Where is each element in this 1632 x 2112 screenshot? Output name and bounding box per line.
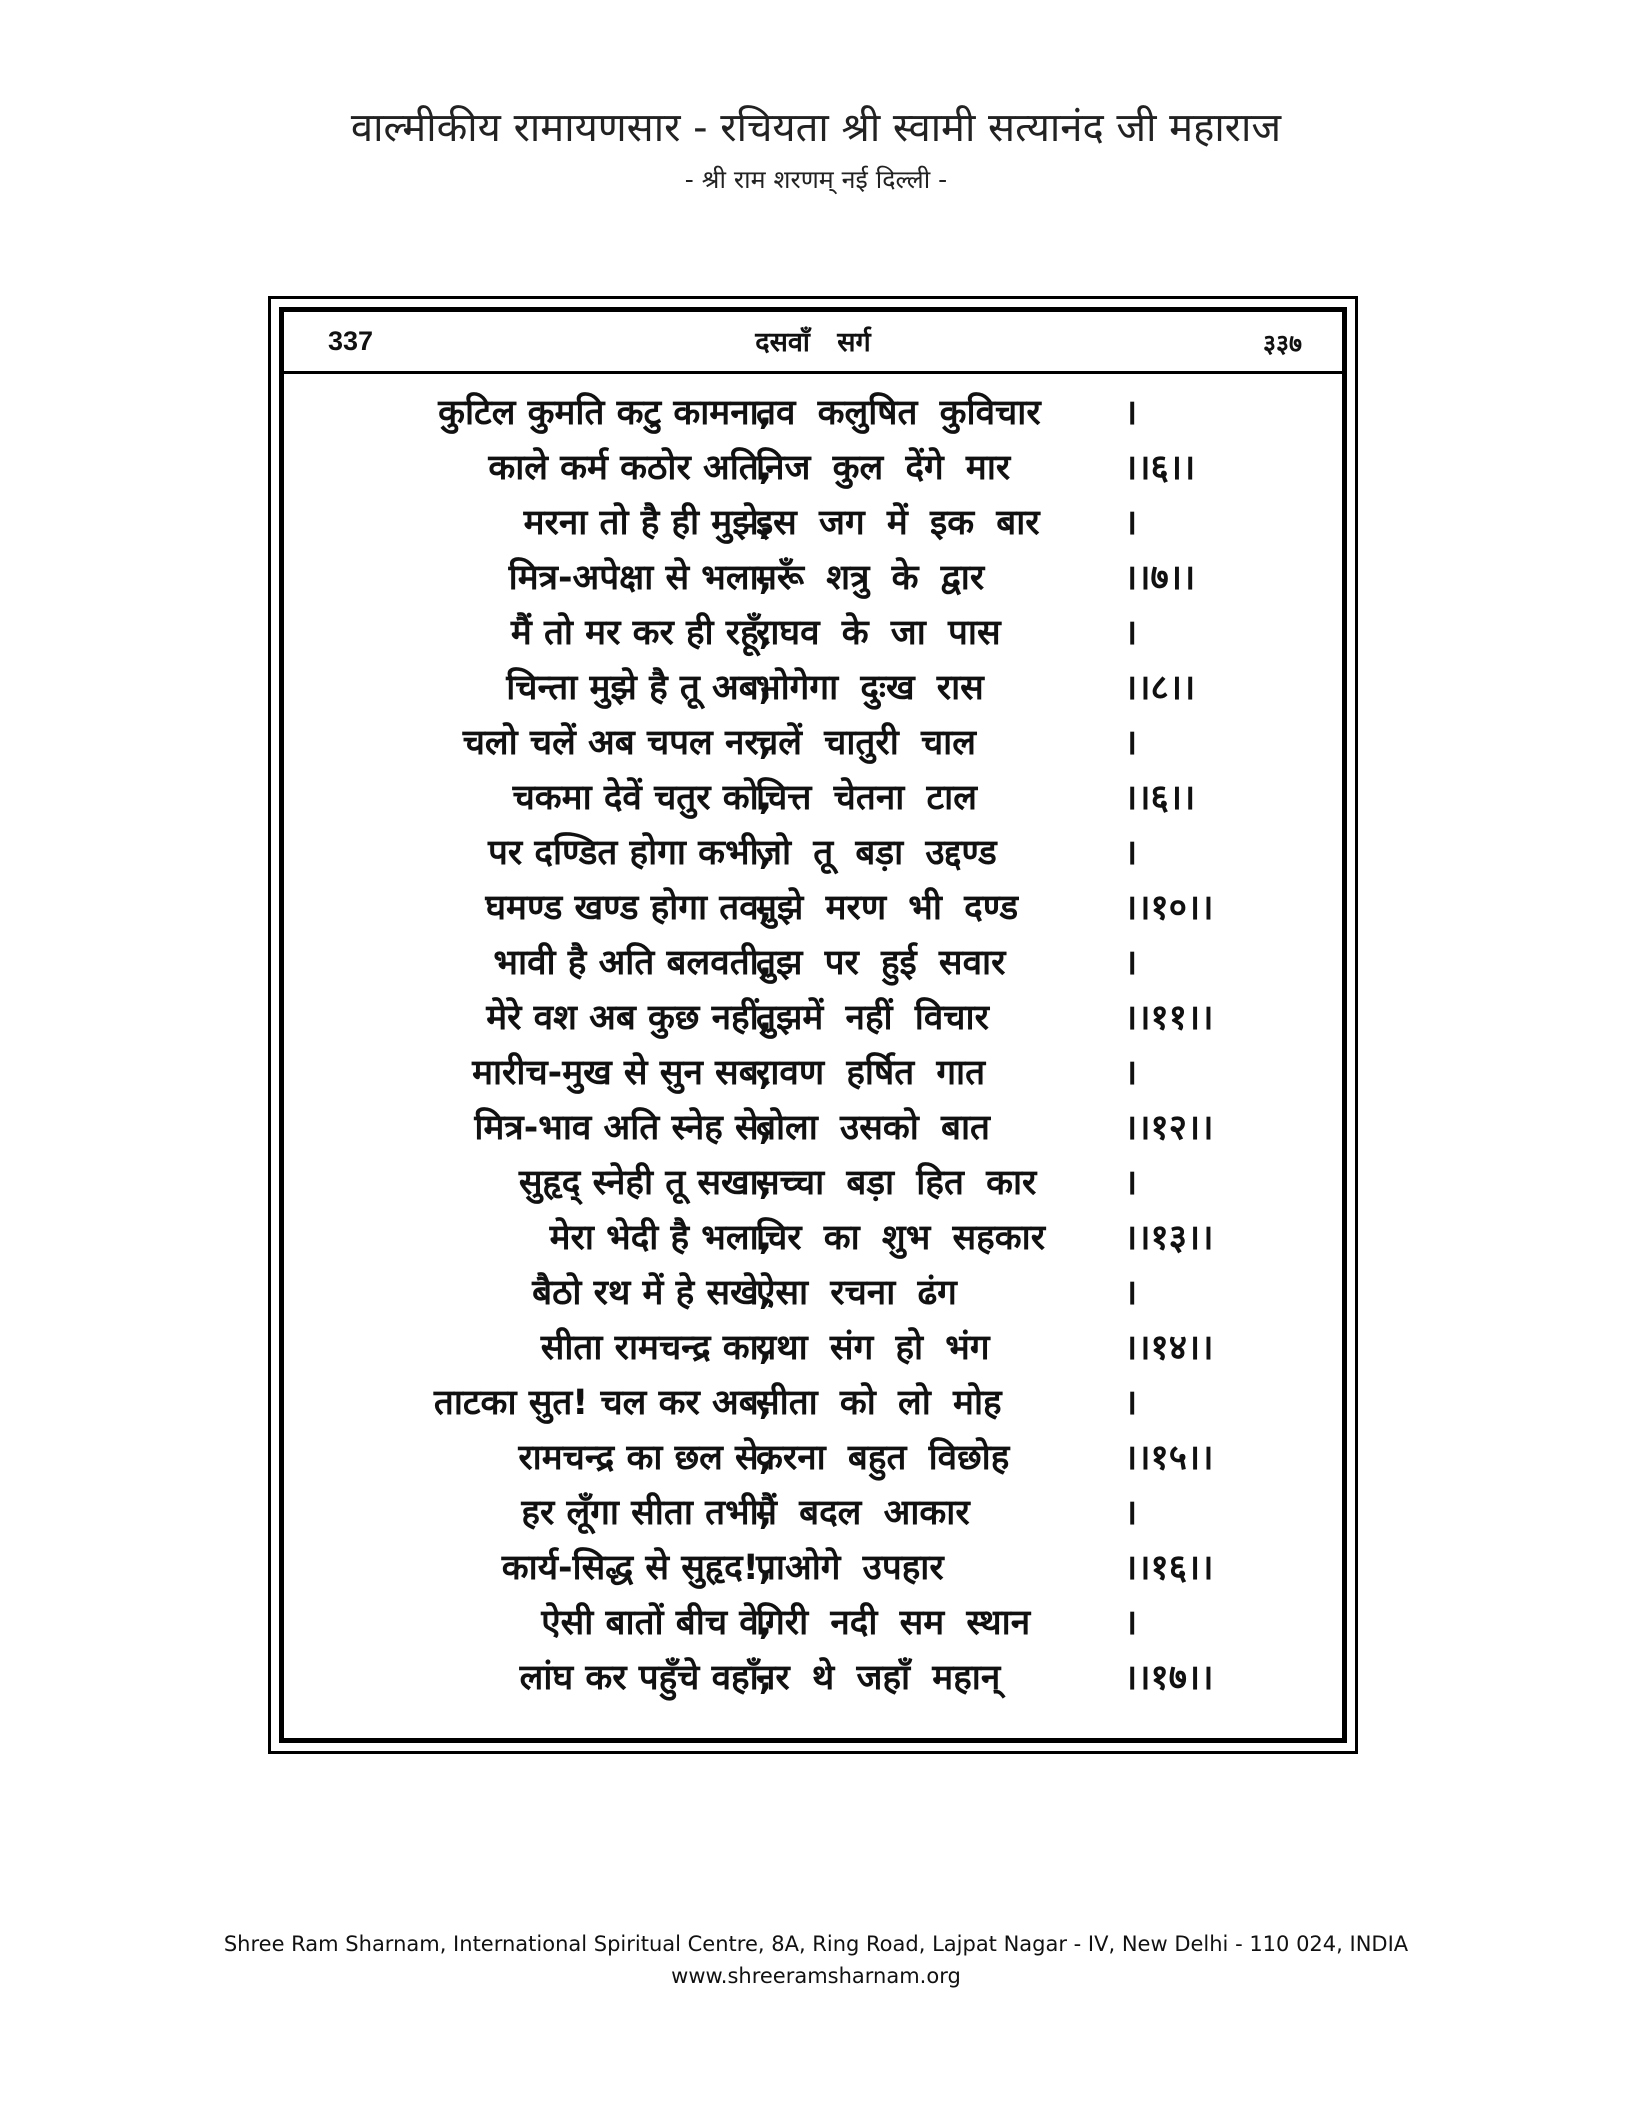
verse-number: ।।१६।। — [1124, 1548, 1214, 1588]
verse-second-half: चित्त चेतना टाल — [756, 778, 977, 818]
frame-header — [284, 312, 1342, 374]
verse-second-half: रावण हर्षित गात — [756, 1053, 986, 1093]
verse-line — [284, 1486, 1342, 1541]
verse-first-half: पर दण्डित होगा कभी, — [488, 833, 772, 873]
verse-number: । — [1124, 393, 1138, 433]
verse-first-half: कुटिल कुमति कटु कामना, — [438, 393, 772, 433]
verse-number: ।।७।। — [1124, 558, 1196, 598]
page-number-devanagari: ३३७ — [1262, 329, 1302, 358]
verse-second-half: इस जग में इक बार — [756, 503, 1040, 543]
verse-line — [284, 441, 1342, 496]
verse-number: ।।१२।। — [1124, 1108, 1214, 1148]
page-footer — [0, 1928, 1632, 1992]
verse-line — [284, 386, 1342, 441]
verse-first-half: भावी है अति बलवती, — [493, 943, 772, 983]
verse-line — [284, 1266, 1342, 1321]
verse-number: ।।१४।। — [1124, 1328, 1214, 1368]
verse-number: । — [1124, 1383, 1138, 1423]
verse-number: ।।१५।। — [1124, 1438, 1214, 1478]
verse-first-half: घमण्ड खण्ड होगा तव, — [485, 888, 772, 928]
verse-number: । — [1124, 1163, 1138, 1203]
verse-line — [284, 1156, 1342, 1211]
verse-second-half: निज कुल देंगे मार — [756, 448, 1011, 488]
book-subtitle: - श्री राम शरणम् नई दिल्ली - — [684, 165, 948, 194]
verse-second-half: नर थे जहाँ महान् — [756, 1658, 1001, 1698]
verse-number: । — [1124, 1273, 1138, 1313]
verse-second-half: यथा संग हो भंग — [756, 1328, 990, 1368]
verse-number: । — [1124, 1493, 1138, 1533]
verse-second-half: बोला उसको बात — [756, 1108, 991, 1148]
verse-second-half: ऐसा रचना ढंग — [756, 1273, 957, 1313]
verse-second-half: सीता को लो मोह — [756, 1383, 1002, 1423]
verse-number: ।।१३।। — [1124, 1218, 1214, 1258]
verse-second-half: चलें चातुरी चाल — [756, 723, 976, 763]
verse-line — [284, 496, 1342, 551]
verse-number: । — [1124, 943, 1138, 983]
verse-number: ।।११।। — [1124, 998, 1214, 1038]
verse-second-half: गिरी नदी सम स्थान — [756, 1603, 1031, 1643]
verse-first-half: सुहृद् स्नेही तू सखा, — [518, 1163, 772, 1203]
verse-line — [284, 1376, 1342, 1431]
verse-first-half: बैठो रथ में हे सखे, — [532, 1273, 772, 1313]
verse-first-half: काले कर्म कठोर अति, — [488, 448, 772, 488]
verse-second-half: मरूँ शत्रु के द्वार — [756, 558, 985, 598]
verse-number: । — [1124, 503, 1138, 543]
verse-line — [284, 881, 1342, 936]
verse-first-half: सीता रामचन्द्र का, — [540, 1328, 772, 1368]
verse-line — [284, 991, 1342, 1046]
verse-first-half: ऐसी बातों बीच वे, — [541, 1603, 772, 1643]
footer-website: www.shreeramsharnam.org — [671, 1964, 961, 1988]
verse-second-half: तुझ पर हुई सवार — [756, 943, 1006, 983]
verse-second-half: राघव के जा पास — [756, 613, 1001, 653]
verse-first-half: ताटका सुत! चल कर अब, — [433, 1383, 772, 1423]
verse-number: । — [1124, 1053, 1138, 1093]
verse-second-half: सच्चा बड़ा हित कार — [756, 1163, 1037, 1203]
verse-second-half: तव कलुषित कुविचार — [756, 393, 1041, 433]
verse-number: ।।१०।। — [1124, 888, 1214, 928]
verse-line — [284, 1541, 1342, 1596]
verse-second-half: मुझे मरण भी दण्ड — [756, 888, 1019, 928]
verse-second-half: भोगेगा दुःख रास — [756, 668, 984, 708]
verse-second-half: पाओगे उपहार — [756, 1548, 944, 1588]
verse-first-half: चलो चलें अब चपल नर, — [462, 723, 772, 763]
verse-first-half: चकमा देवें चतुर को, — [512, 778, 772, 818]
verse-line — [284, 1101, 1342, 1156]
verse-second-half: मैं बदल आकार — [756, 1493, 970, 1533]
verse-first-half: कार्य-सिद्ध से सुहृद!, — [501, 1548, 772, 1588]
verse-line — [284, 661, 1342, 716]
verse-line — [284, 1046, 1342, 1101]
verse-number: ।।६।। — [1124, 778, 1196, 818]
verse-line — [284, 1651, 1342, 1706]
verse-line — [284, 551, 1342, 606]
verse-line — [284, 1431, 1342, 1486]
chapter-title: दसवाँ सर्ग — [755, 327, 871, 358]
verse-line — [284, 1321, 1342, 1376]
verse-number: । — [1124, 613, 1138, 653]
verse-line — [284, 771, 1342, 826]
verse-first-half: रामचन्द्र का छल से, — [518, 1438, 772, 1478]
verse-number: । — [1124, 833, 1138, 873]
verse-first-half: चिन्ता मुझे है तू अब, — [506, 668, 772, 708]
verse-first-half: मरना तो है ही मुझे, — [523, 503, 772, 543]
verse-number: । — [1124, 723, 1138, 763]
verse-first-half: मित्र-भाव अति स्नेह से, — [474, 1108, 772, 1148]
verse-first-half: मित्र-अपेक्षा से भला, — [508, 558, 772, 598]
verse-second-half: चिर का शुभ सहकार — [756, 1218, 1046, 1258]
verse-second-half: जो तू बड़ा उद्दण्ड — [756, 833, 997, 873]
verse-first-half: मेरे वश अब कुछ नहीं, — [486, 998, 772, 1038]
verse-first-half: मैं तो मर कर ही रहूँ, — [510, 613, 772, 653]
verse-first-half: मारीच-मुख से सुन सब, — [472, 1053, 772, 1093]
verse-line — [284, 936, 1342, 991]
verse-first-half: हर लूँगा सीता तभी, — [521, 1493, 772, 1533]
verse-second-half: करना बहुत विछोह — [756, 1438, 1010, 1478]
verse-number: ।।१७।। — [1124, 1658, 1214, 1698]
footer-address: Shree Ram Sharnam, International Spiritual Centre, 8A, Ring Road, Lajpat Nagar - IV, New Delhi - 110 024, INDIA — [223, 1932, 1409, 1956]
verse-line — [284, 716, 1342, 771]
verse-line — [284, 1211, 1342, 1266]
page-header — [0, 100, 1632, 198]
book-title: वाल्मीकीय रामायणसार - रचियता श्री स्वामी सत्यानंद जी महाराज — [350, 105, 1282, 151]
verse-line — [284, 826, 1342, 881]
verse-line — [284, 606, 1342, 661]
verse-first-half: मेरा भेदी है भला, — [549, 1218, 772, 1258]
verse-number: ।।८।। — [1124, 668, 1196, 708]
page-number-arabic: 337 — [328, 326, 374, 356]
verse-second-half: तुझमें नहीं विचार — [756, 998, 989, 1038]
verse-list — [284, 386, 1342, 1706]
verse-line — [284, 1596, 1342, 1651]
page-frame-inner — [279, 307, 1347, 1743]
verse-first-half: लांघ कर पहुँचे वहाँ, — [519, 1658, 772, 1698]
verse-number: । — [1124, 1603, 1138, 1643]
page-frame — [268, 296, 1358, 1754]
verse-number: ।।६।। — [1124, 448, 1196, 488]
